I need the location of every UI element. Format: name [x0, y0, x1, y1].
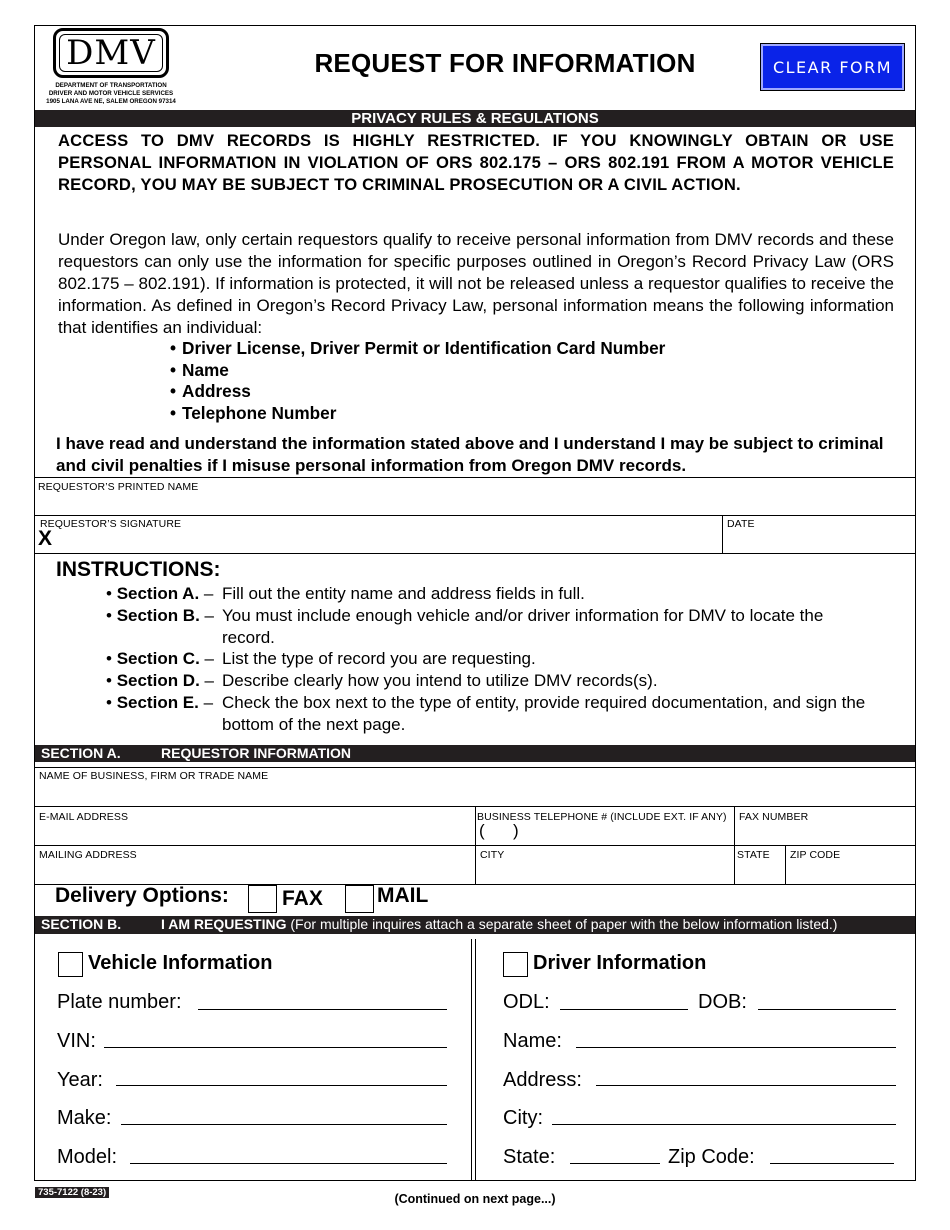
- divider: [35, 477, 915, 478]
- dept-line-3: 1905 LANA AVE NE, SALEM OREGON 97314: [46, 98, 176, 105]
- fax-option-label: FAX: [282, 887, 323, 910]
- business-name-label: NAME OF BUSINESS, FIRM OR TRADE NAME: [39, 770, 269, 782]
- signature-mark: X: [38, 527, 53, 550]
- signature-field[interactable]: [60, 530, 720, 552]
- divider: [475, 939, 476, 1181]
- form-code: 735-7122 (8-23): [35, 1187, 109, 1198]
- odl-field[interactable]: [560, 1009, 688, 1010]
- divider: [471, 939, 472, 1181]
- mail-option-label: MAIL: [377, 884, 429, 907]
- driver-name-field[interactable]: [576, 1047, 896, 1048]
- dept-line-2: DRIVER AND MOTOR VEHICLE SERVICES: [48, 90, 174, 97]
- list-item: • Section C. – List the type of record you are requesting.: [106, 648, 872, 670]
- instruction-text: Check the box next to the type of entity, provide required documentation, and sign the bottom of the next page.: [222, 692, 866, 734]
- list-item: • Name: [170, 360, 665, 382]
- driver-address-label: Address:: [503, 1069, 582, 1091]
- dob-label: DOB:: [698, 991, 747, 1013]
- personal-info-list: [170, 338, 665, 425]
- section-a-title: REQUESTOR INFORMATION: [161, 745, 352, 761]
- dmv-logo-text: DMV: [59, 34, 163, 72]
- instruction-text: You must include enough vehicle and/or driver information for DMV to locate the record.: [222, 605, 824, 647]
- odl-label: ODL:: [503, 991, 550, 1013]
- instruction-dash: –: [204, 649, 215, 669]
- mailing-address-field[interactable]: [35, 861, 475, 883]
- privacy-bar: PRIVACY RULES & REGULATIONS: [35, 110, 915, 127]
- zip-label: ZIP CODE: [790, 849, 841, 861]
- state-label: STATE: [737, 849, 770, 861]
- driver-zip-label: Zip Code:: [668, 1146, 755, 1168]
- vehicle-info-checkbox[interactable]: [58, 952, 83, 977]
- state-field[interactable]: [736, 861, 785, 883]
- list-item: • Driver License, Driver Permit or Identification Card Number: [170, 338, 665, 360]
- privacy-paragraph: Under Oregon law, only certain requestors qualify to receive personal information from DMV records and these requestors can only use the information for specific purposes outlined in Oregon’s Record Privacy Law (ORS 802.175 – 802.191). If information is protected, it will not be released unless a requestor qualifies to receive the information. As defined in Oregon’s Record Privacy Law, personal information means the following information that identifies an individual:: [58, 230, 894, 337]
- driver-name-label: Name:: [503, 1030, 562, 1052]
- year-field[interactable]: [116, 1085, 447, 1086]
- instruction-dash: –: [204, 605, 215, 625]
- section-a-key: SECTION A.: [41, 745, 121, 761]
- section-b-bar: [35, 916, 915, 934]
- instruction-dash: –: [203, 692, 214, 712]
- vehicle-info-heading: Vehicle Information: [88, 952, 273, 974]
- instruction-text: Describe clearly how you intend to utilize DMV records(s).: [222, 671, 658, 691]
- section-b-title: I AM REQUESTING: [161, 916, 287, 932]
- instruction-section: Section D.: [116, 671, 200, 691]
- list-item: • Address: [170, 381, 665, 403]
- driver-address-field[interactable]: [596, 1085, 896, 1086]
- clear-form-button[interactable]: CLEAR FORM: [761, 44, 904, 90]
- acknowledgement: I have read and understand the information stated above and I understand I may be subject to criminal and civil penalties if I misuse personal information from Oregon DMV records.: [56, 434, 884, 475]
- email-field[interactable]: [35, 823, 475, 845]
- instruction-section: Section A.: [116, 584, 200, 603]
- printed-name-label: REQUESTOR’S PRINTED NAME: [38, 481, 199, 493]
- phone-field[interactable]: ( ): [479, 821, 519, 840]
- signature-label: REQUESTOR’S SIGNATURE: [40, 518, 182, 530]
- instruction-section: Section B.: [116, 605, 200, 625]
- make-label: Make:: [57, 1107, 112, 1129]
- section-b-note: (For multiple inquires attach a separate sheet of paper with the below information listed.): [290, 916, 838, 932]
- business-name-field[interactable]: [35, 782, 915, 806]
- email-label: E-MAIL ADDRESS: [39, 811, 129, 823]
- model-field[interactable]: [130, 1163, 447, 1164]
- instructions-heading: INSTRUCTIONS:: [56, 558, 221, 581]
- make-field[interactable]: [121, 1124, 447, 1125]
- zip-field[interactable]: [787, 861, 914, 883]
- list-item: • Section B. – You must include enough vehicle and/or driver information for DMV to locate the record.: [106, 605, 872, 649]
- driver-state-field[interactable]: [570, 1163, 660, 1164]
- instruction-dash: –: [204, 671, 215, 691]
- mailing-address-label: MAILING ADDRESS: [39, 849, 137, 861]
- divider: [35, 845, 915, 846]
- section-b-key: SECTION B.: [41, 916, 122, 932]
- privacy-warning: ACCESS TO DMV RECORDS IS HIGHLY RESTRICTED. IF YOU KNOWINGLY OBTAIN OR USE PERSONAL INFORMATION IN VIOLATION OF ORS 802.175 – ORS 802.191 FROM A MOTOR VEHICLE RECORD, YOU MAY BE SUBJECT TO CRIMINAL PROSECUTION OR A CIVIL ACTION.: [58, 131, 894, 194]
- phone-label: BUSINESS TELEPHONE # (INCLUDE EXT. IF ANY): [477, 811, 727, 823]
- model-label: Model:: [57, 1146, 118, 1168]
- form-title: REQUEST FOR INFORMATION: [314, 48, 696, 78]
- instruction-section: Section E.: [116, 692, 199, 712]
- fax-checkbox[interactable]: [248, 885, 277, 913]
- plate-number-field[interactable]: [198, 1009, 447, 1010]
- divider: [785, 845, 786, 884]
- list-item: • Section A. – Fill out the entity name and address fields in full.: [106, 583, 872, 605]
- fax-label: FAX NUMBER: [739, 811, 809, 823]
- city-field[interactable]: [477, 861, 733, 883]
- instruction-text: Fill out the entity name and address fields in full.: [222, 584, 585, 603]
- vin-field[interactable]: [104, 1047, 447, 1048]
- driver-info-heading: Driver Information: [533, 952, 707, 974]
- list-item: • Telephone Number: [170, 403, 665, 425]
- list-item: • Section D. – Describe clearly how you intend to utilize DMV records(s).: [106, 670, 872, 692]
- instructions-list: [106, 583, 872, 736]
- city-label: CITY: [480, 849, 505, 861]
- continued-note: (Continued on next page...): [394, 1192, 556, 1206]
- department-address: [40, 82, 182, 106]
- driver-state-label: State:: [503, 1146, 556, 1168]
- driver-city-label: City:: [503, 1107, 543, 1129]
- driver-city-field[interactable]: [552, 1124, 896, 1125]
- instruction-dash: –: [203, 584, 214, 603]
- year-label: Year:: [57, 1069, 103, 1091]
- printed-name-field[interactable]: [35, 493, 915, 515]
- vin-label: VIN:: [57, 1030, 96, 1052]
- dept-line-1: DEPARTMENT OF TRANSPORTATION: [55, 82, 167, 89]
- driver-zip-field[interactable]: [770, 1163, 894, 1164]
- list-item: • Section E. – Check the box next to the type of entity, provide required documentation, and sign the bottom of the next page.: [106, 692, 872, 736]
- divider: [722, 515, 723, 553]
- section-a-bar: [35, 745, 915, 762]
- mail-checkbox[interactable]: [345, 885, 374, 913]
- divider: [35, 515, 915, 516]
- dob-field[interactable]: [758, 1009, 896, 1010]
- divider: [35, 767, 915, 768]
- dmv-logo: [53, 28, 169, 78]
- date-label: DATE: [727, 518, 755, 530]
- driver-info-checkbox[interactable]: [503, 952, 528, 977]
- fax-field[interactable]: [736, 823, 914, 845]
- instruction-section: Section C.: [116, 649, 200, 669]
- date-field[interactable]: [724, 530, 914, 552]
- plate-number-label: Plate number:: [57, 991, 182, 1013]
- delivery-options-label: Delivery Options:: [55, 884, 229, 907]
- divider: [35, 553, 915, 554]
- instruction-text: List the type of record you are requesting.: [222, 649, 536, 669]
